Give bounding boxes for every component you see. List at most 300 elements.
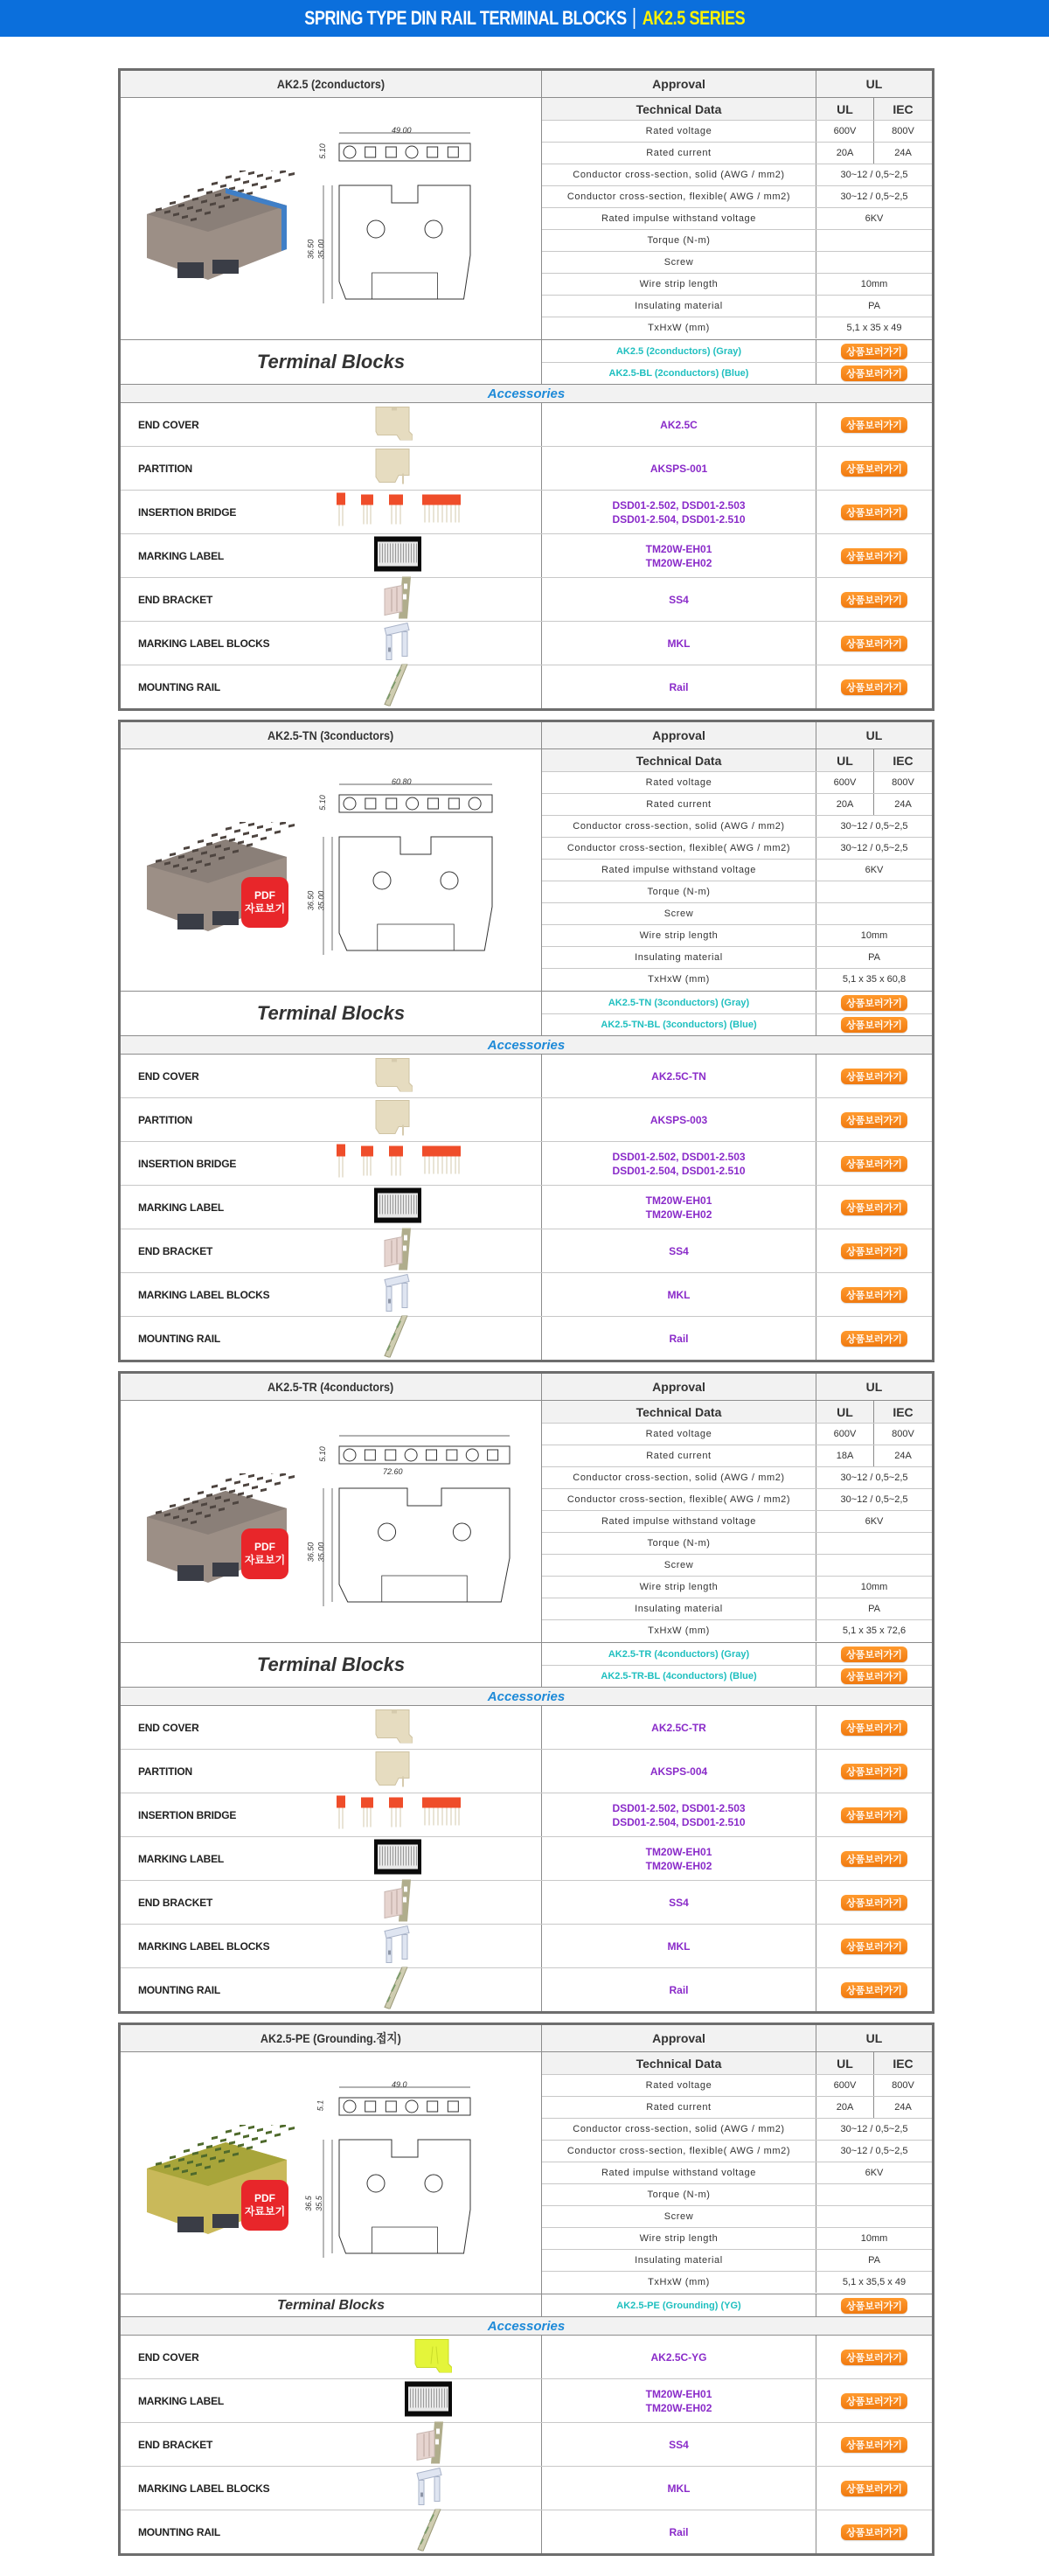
spec-row-material (542, 295, 932, 317)
accessory-code[interactable]: TM20W-EH01 (645, 2387, 712, 2400)
terminal-blocks-section (121, 339, 932, 384)
spec-value-ul: 20A (816, 2097, 874, 2118)
button-cell (816, 1055, 932, 1097)
spec-label: Screw (542, 1555, 816, 1576)
accessory-code-cell (542, 534, 816, 577)
spec-value-ul: 600V (816, 2075, 874, 2096)
spec-label: TxHxW (mm) (542, 969, 816, 990)
spec-value-ul: 20A (816, 143, 874, 164)
button-cell (816, 534, 932, 577)
pdf-label: PDF (254, 1541, 275, 1553)
accessory-code[interactable]: AK2.5C-TN (651, 1069, 706, 1083)
spec-label: TxHxW (mm) (542, 1620, 816, 1641)
button-cell (816, 1142, 932, 1185)
spec-value: 6KV (865, 213, 884, 224)
view-product-button[interactable]: 상품보러가기 (841, 2393, 907, 2409)
partition-image (374, 1098, 413, 1141)
col-ul: UL (816, 1401, 874, 1423)
view-product-button[interactable]: 상품보러가기 (841, 1720, 907, 1736)
technical-data-header (542, 1401, 932, 1423)
button-cell (816, 447, 932, 490)
view-product-button[interactable]: 상품보러가기 (841, 679, 907, 695)
pdf-download-button[interactable] (241, 2180, 288, 2231)
terminal-blocks-heading: Terminal Blocks (121, 2294, 542, 2316)
product-image-area (121, 98, 542, 339)
spec-value: 30~12 / 0,5~2,5 (840, 191, 908, 202)
spec-label: Rated voltage (542, 2075, 816, 2096)
spec-row-impulse (542, 207, 932, 229)
view-product-button[interactable]: 상품보러가기 (841, 2481, 907, 2496)
accessory-name-cell (121, 2336, 542, 2378)
terminal-block-link[interactable]: AK2.5-TN (3conductors) (Gray) (542, 992, 816, 1013)
dimension-drawing (313, 776, 510, 972)
button-cell (816, 1881, 932, 1924)
mkl-image (413, 2466, 445, 2510)
spec-row-impulse (542, 2162, 932, 2183)
accessory-row (121, 1749, 932, 1793)
spec-label: Wire strip length (542, 274, 816, 295)
accessory-name-cell (121, 1793, 542, 1836)
view-product-button[interactable]: 상품보러가기 (841, 1069, 907, 1084)
spec-row-strip (542, 924, 932, 946)
spec-value: PA (868, 301, 880, 311)
spec-row-solid (542, 815, 932, 837)
spec-row-material (542, 2249, 932, 2271)
accessory-code[interactable]: AK2.5C-TR (651, 1721, 706, 1734)
technical-data-label: Technical Data (542, 98, 816, 120)
button-cell (816, 1229, 932, 1272)
dim-height-outer: 36.50 (306, 239, 316, 260)
bridge-image (335, 1793, 501, 1836)
view-product-button[interactable]: 상품보러가기 (841, 995, 907, 1011)
technical-data-table (542, 1401, 932, 1642)
terminal-block-link[interactable]: AK2.5 (2conductors) (Gray) (542, 340, 816, 362)
accessory-code[interactable]: MKL (667, 2482, 691, 2495)
terminal-blocks-section (121, 1642, 932, 1687)
spec-row-screw (542, 2205, 932, 2227)
spec-value: 5,1 x 35 x 72,6 (842, 1626, 907, 1636)
accessories-heading: Accessories (121, 2316, 932, 2335)
accessory-code-cell (542, 1229, 816, 1272)
label-image (374, 1839, 421, 1878)
spec-label: Torque (N-m) (542, 1533, 816, 1554)
spec-value-ul: 18A (816, 1445, 874, 1466)
bridge-image (335, 1142, 501, 1185)
view-product-button[interactable]: 상품보러가기 (841, 1764, 907, 1779)
view-product-button[interactable]: 상품보러가기 (841, 1331, 907, 1347)
spec-value-iec: 800V (892, 2080, 914, 2091)
accessory-row (121, 1272, 932, 1316)
accessory-code[interactable]: SS4 (669, 1896, 689, 1909)
technical-data-header (542, 98, 932, 120)
accessory-code[interactable]: Rail (669, 2525, 689, 2538)
accessory-row (121, 533, 932, 577)
dimension-drawing (313, 1427, 527, 1624)
bracket-image (381, 1228, 416, 1274)
pdf-download-button[interactable] (241, 1528, 288, 1579)
accessory-code[interactable]: Rail (669, 1332, 689, 1345)
accessory-name: END COVER (138, 2350, 199, 2364)
spec-value-ul: 600V (816, 772, 874, 793)
accessory-name-cell (121, 1186, 542, 1229)
accessory-name-cell (121, 1837, 542, 1880)
accessory-name: INSERTION BRIDGE (138, 505, 237, 519)
spec-row-rated-current (542, 2096, 932, 2118)
product-photo (138, 171, 295, 289)
accessory-code-cell (542, 578, 816, 621)
terminal-block-link[interactable]: AK2.5-PE (Grounding) (YG) (542, 2294, 816, 2316)
accessory-code[interactable]: Rail (669, 680, 689, 693)
accessory-name: END BRACKET (138, 1244, 213, 1257)
view-product-button[interactable]: 상품보러가기 (841, 2298, 907, 2314)
accessory-code-cell (542, 1837, 816, 1880)
spec-value: 6KV (865, 2168, 884, 2178)
bracket-image (381, 1879, 416, 1925)
accessory-code[interactable]: DSD01-2.502, DSD01-2.503 (612, 498, 746, 512)
spec-value: 5,1 x 35 x 60,8 (842, 974, 907, 985)
terminal-block-item (542, 1665, 932, 1687)
accessory-row (121, 2422, 932, 2466)
spec-row-material (542, 946, 932, 968)
accessory-name: MARKING LABEL BLOCKS (138, 637, 270, 650)
product-title-text: AK2.5-TN (3conductors) (267, 728, 394, 742)
view-product-button[interactable]: 상품보러가기 (841, 1982, 907, 1998)
accessory-code[interactable]: TM20W-EH02 (645, 2401, 712, 2414)
spec-label: Conductor cross-section, solid (AWG / mm2) (542, 2119, 816, 2140)
technical-data-table (542, 2052, 932, 2294)
accessory-row (121, 1141, 932, 1185)
approval-value: UL (816, 71, 932, 97)
col-iec: IEC (893, 1404, 914, 1419)
product-title-text: AK2.5 (2conductors) (276, 77, 386, 91)
dim-height-inner: 35.00 (316, 890, 326, 911)
spec-label: Insulating material (542, 296, 816, 317)
spec-label: Screw (542, 2206, 816, 2227)
button-cell (816, 1273, 932, 1316)
spec-value (816, 1555, 932, 1576)
accessory-code[interactable]: TM20W-EH01 (645, 1194, 712, 1207)
accessory-code[interactable]: AK2.5C (660, 418, 698, 431)
accessories-list (121, 1054, 932, 1360)
spec-value-iec: 800V (892, 777, 914, 788)
accessory-name-cell (121, 534, 542, 577)
spec-row-dims (542, 1619, 932, 1641)
spec-label: TxHxW (mm) (542, 317, 816, 338)
accessory-code-cell (542, 1098, 816, 1141)
accessory-name-cell (121, 491, 542, 533)
spec-value (816, 1533, 932, 1554)
bracket-image (413, 2421, 448, 2468)
accessory-code[interactable]: DSD01-2.502, DSD01-2.503 (612, 1801, 746, 1814)
accessory-code[interactable]: SS4 (669, 593, 689, 606)
button-cell (816, 1837, 932, 1880)
button-cell (816, 992, 932, 1013)
accessory-code-cell (542, 2423, 816, 2466)
spec-value: 30~12 / 0,5~2,5 (840, 2124, 908, 2134)
spec-label: Rated impulse withstand voltage (542, 860, 816, 881)
spec-row-flexible (542, 185, 932, 207)
terminal-block-item (542, 1643, 932, 1665)
button-cell (816, 1098, 932, 1141)
spec-value-iec: 24A (894, 799, 912, 810)
accessory-code[interactable]: TM20W-EH02 (645, 1859, 712, 1872)
view-product-button[interactable]: 상품보러가기 (841, 1156, 907, 1172)
spec-value: 30~12 / 0,5~2,5 (840, 821, 908, 832)
accessory-name: END COVER (138, 1721, 199, 1734)
pdf-sublabel: 자료보기 (244, 902, 286, 915)
product-table (118, 1371, 934, 2014)
partition-image (374, 1750, 413, 1793)
accessory-name: END BRACKET (138, 1896, 213, 1909)
accessory-name-cell (121, 1273, 542, 1316)
spec-value-ul: 600V (816, 1424, 874, 1445)
view-product-button[interactable]: 상품보러가기 (841, 505, 907, 520)
terminal-block-link[interactable]: AK2.5-TR (4conductors) (Gray) (542, 1643, 816, 1665)
dim-height-inner: 35.5 (314, 2196, 323, 2211)
accessory-row (121, 621, 932, 665)
accessory-name-cell (121, 1968, 542, 2011)
accessories-heading: Accessories (121, 384, 932, 402)
dimension-drawing (313, 124, 488, 321)
accessory-name: MOUNTING RAIL (138, 2525, 221, 2538)
accessory-name: MARKING LABEL (138, 549, 225, 562)
accessory-code[interactable]: DSD01-2.504, DSD01-2.510 (612, 1164, 746, 1177)
view-product-button[interactable]: 상품보러가기 (841, 1112, 907, 1128)
spec-label: Rated voltage (542, 1424, 816, 1445)
dim-height-outer: 36.50 (306, 890, 316, 911)
spec-value-iec: 800V (892, 126, 914, 136)
product-title (121, 71, 542, 97)
accessory-name: INSERTION BRIDGE (138, 1808, 237, 1821)
view-product-button[interactable]: 상품보러가기 (841, 548, 907, 564)
spec-label: Wire strip length (542, 1577, 816, 1598)
spec-value (816, 881, 932, 902)
terminal-blocks-section (121, 2294, 932, 2316)
accessory-row (121, 1924, 932, 1967)
accessory-code[interactable]: AKSPS-004 (650, 1765, 708, 1778)
accessory-code[interactable]: DSD01-2.504, DSD01-2.510 (612, 512, 746, 526)
accessory-code[interactable]: DSD01-2.504, DSD01-2.510 (612, 1815, 746, 1828)
button-cell (816, 1750, 932, 1793)
view-product-button[interactable]: 상품보러가기 (841, 1807, 907, 1823)
button-cell (816, 1643, 932, 1665)
accessory-code-cell (542, 491, 816, 533)
product-header-row (121, 71, 932, 97)
spec-label: Screw (542, 903, 816, 924)
spec-value: PA (868, 2255, 880, 2266)
spec-value: 30~12 / 0,5~2,5 (840, 843, 908, 853)
button-cell (816, 403, 932, 446)
col-ul: UL (816, 98, 874, 120)
spec-label: Conductor cross-section, solid (AWG / mm2) (542, 1467, 816, 1488)
spec-label: Insulating material (542, 947, 816, 968)
spec-row-rated-current (542, 1445, 932, 1466)
spec-value: 5,1 x 35 x 49 (846, 323, 902, 333)
accessory-name: MARKING LABEL BLOCKS (138, 1288, 270, 1301)
view-product-button[interactable]: 상품보러가기 (841, 2524, 907, 2540)
product-overview (121, 2051, 932, 2294)
accessory-code-cell (542, 2336, 816, 2378)
accessory-code[interactable]: TM20W-EH01 (645, 542, 712, 555)
spec-row-solid (542, 2118, 932, 2140)
view-product-button[interactable]: 상품보러가기 (841, 1939, 907, 1954)
accessory-code[interactable]: Rail (669, 1983, 689, 1996)
accessory-code[interactable]: MKL (667, 637, 691, 650)
rail-image (416, 2509, 442, 2555)
endcover-image (374, 1708, 413, 1747)
accessory-code-cell (542, 1925, 816, 1967)
rail-image (383, 1315, 409, 1361)
accessory-code[interactable]: AKSPS-001 (650, 462, 708, 475)
view-product-button[interactable]: 상품보러가기 (841, 2350, 907, 2365)
mkl-image (381, 1924, 413, 1968)
terminal-block-item (542, 2294, 932, 2316)
spec-row-torque (542, 1532, 932, 1554)
label-image (374, 536, 421, 575)
spec-value: 30~12 / 0,5~2,5 (840, 170, 908, 180)
accessory-code[interactable]: SS4 (669, 2438, 689, 2451)
view-product-button[interactable]: 상품보러가기 (841, 2437, 907, 2453)
product-title (121, 1374, 542, 1400)
accessory-code[interactable]: TM20W-EH02 (645, 556, 712, 569)
dim-height-inner: 35.00 (316, 239, 326, 260)
pdf-download-button[interactable] (241, 877, 288, 928)
terminal-block-link[interactable]: AK2.5-TR-BL (4conductors) (Blue) (542, 1666, 816, 1687)
view-product-button[interactable]: 상품보러가기 (841, 344, 907, 359)
accessory-code-cell (542, 1142, 816, 1185)
view-product-button[interactable]: 상품보러가기 (841, 417, 907, 433)
button-cell (816, 665, 932, 708)
terminal-block-item (542, 992, 932, 1013)
spec-row-material (542, 1598, 932, 1619)
spec-value (816, 2184, 932, 2205)
dim-width: 60.80 (392, 777, 412, 786)
button-cell (816, 1968, 932, 2011)
spec-label: Conductor cross-section, solid (AWG / mm2) (542, 164, 816, 185)
spec-row-dims (542, 2271, 932, 2293)
accessory-row (121, 1097, 932, 1141)
terminal-block-item (542, 362, 932, 384)
accessory-code-cell (542, 2467, 816, 2510)
dim-width: 49.00 (392, 126, 412, 135)
pdf-label: PDF (254, 2192, 275, 2204)
terminal-block-link[interactable]: AK2.5-BL (2conductors) (Blue) (542, 363, 816, 384)
accessory-row (121, 1185, 932, 1229)
spec-label: Rated impulse withstand voltage (542, 208, 816, 229)
view-product-button[interactable]: 상품보러가기 (841, 1668, 907, 1684)
terminal-block-item (542, 340, 932, 362)
spec-value: 30~12 / 0,5~2,5 (840, 2146, 908, 2156)
dim-width: 72.60 (383, 1467, 403, 1476)
view-product-button[interactable]: 상품보러가기 (841, 366, 907, 381)
view-product-button[interactable]: 상품보러가기 (841, 1647, 907, 1662)
accessories-heading: Accessories (121, 1687, 932, 1705)
accessory-code[interactable]: TM20W-EH02 (645, 1208, 712, 1221)
dim-thickness: 5.10 (317, 143, 327, 159)
spec-row-torque (542, 2183, 932, 2205)
terminal-blocks-section (121, 991, 932, 1035)
technical-data-label: Technical Data (542, 2052, 816, 2074)
terminal-block-item (542, 1013, 932, 1035)
accessory-name-cell (121, 447, 542, 490)
terminal-block-link[interactable]: AK2.5-TN-BL (3conductors) (Blue) (542, 1014, 816, 1035)
accessory-name: MOUNTING RAIL (138, 1983, 221, 1996)
accessory-code[interactable]: SS4 (669, 1244, 689, 1257)
spec-value: 6KV (865, 865, 884, 875)
rail-image (383, 664, 409, 710)
view-product-button[interactable]: 상품보러가기 (841, 636, 907, 651)
accessory-name-cell (121, 1881, 542, 1924)
accessory-code[interactable]: AK2.5C-YG (650, 2350, 707, 2364)
product-title-text: AK2.5-PE (Grounding.접지) (261, 2031, 401, 2045)
accessory-row (121, 1836, 932, 1880)
dim-height-outer: 36.5 (303, 2196, 313, 2211)
col-iec: IEC (893, 2056, 914, 2071)
button-cell (816, 1706, 932, 1749)
accessory-code[interactable]: TM20W-EH01 (645, 1845, 712, 1858)
spec-label: Screw (542, 252, 816, 273)
spec-row-strip (542, 273, 932, 295)
accessory-name-cell (121, 1706, 542, 1749)
technical-data-table (542, 98, 932, 339)
view-product-button[interactable]: 상품보러가기 (841, 1017, 907, 1033)
button-cell (816, 491, 932, 533)
spec-value-iec: 24A (894, 148, 912, 158)
technical-data-table (542, 749, 932, 991)
view-product-button[interactable]: 상품보러가기 (841, 592, 907, 608)
bracket-image (381, 576, 416, 623)
spec-value (816, 230, 932, 251)
view-product-button[interactable]: 상품보러가기 (841, 1200, 907, 1215)
view-product-button[interactable]: 상품보러가기 (841, 1243, 907, 1259)
approval-label: Approval (542, 1374, 816, 1400)
view-product-button[interactable]: 상품보러가기 (841, 1851, 907, 1867)
spec-value: 10mm (860, 2233, 888, 2244)
technical-data-label: Technical Data (542, 749, 816, 771)
approval-label: Approval (542, 2025, 816, 2051)
accessory-code[interactable]: DSD01-2.502, DSD01-2.503 (612, 1150, 746, 1163)
pdf-label: PDF (254, 889, 275, 902)
col-iec: IEC (893, 753, 914, 768)
approval-value: UL (816, 2025, 932, 2051)
product-header-row (121, 2025, 932, 2051)
view-product-button[interactable]: 상품보러가기 (841, 461, 907, 477)
accessory-code[interactable]: AKSPS-003 (650, 1113, 708, 1126)
accessory-code-cell (542, 447, 816, 490)
endcover-image (413, 2337, 452, 2377)
technical-data-label: Technical Data (542, 1401, 816, 1423)
accessory-name-cell (121, 403, 542, 446)
endcover-image (374, 405, 413, 444)
dim-height-inner: 35.00 (316, 1542, 326, 1563)
accessory-code-cell (542, 1273, 816, 1316)
accessory-name: END COVER (138, 1069, 199, 1083)
accessory-code[interactable]: MKL (667, 1288, 691, 1301)
dim-width: 49.0 (392, 2080, 407, 2089)
view-product-button[interactable]: 상품보러가기 (841, 1895, 907, 1911)
page-banner (0, 0, 1049, 37)
view-product-button[interactable]: 상품보러가기 (841, 1287, 907, 1303)
accessory-code[interactable]: MKL (667, 1939, 691, 1953)
dim-thickness: 5.10 (317, 795, 327, 811)
banner-series: AK2.5 SERIES (642, 7, 745, 29)
terminal-blocks-heading: Terminal Blocks (121, 340, 542, 384)
accessory-code-cell (542, 1186, 816, 1229)
label-image (405, 2381, 452, 2420)
terminal-blocks-list (542, 2294, 932, 2316)
button-cell (816, 2510, 932, 2553)
banner-divider (634, 8, 636, 29)
